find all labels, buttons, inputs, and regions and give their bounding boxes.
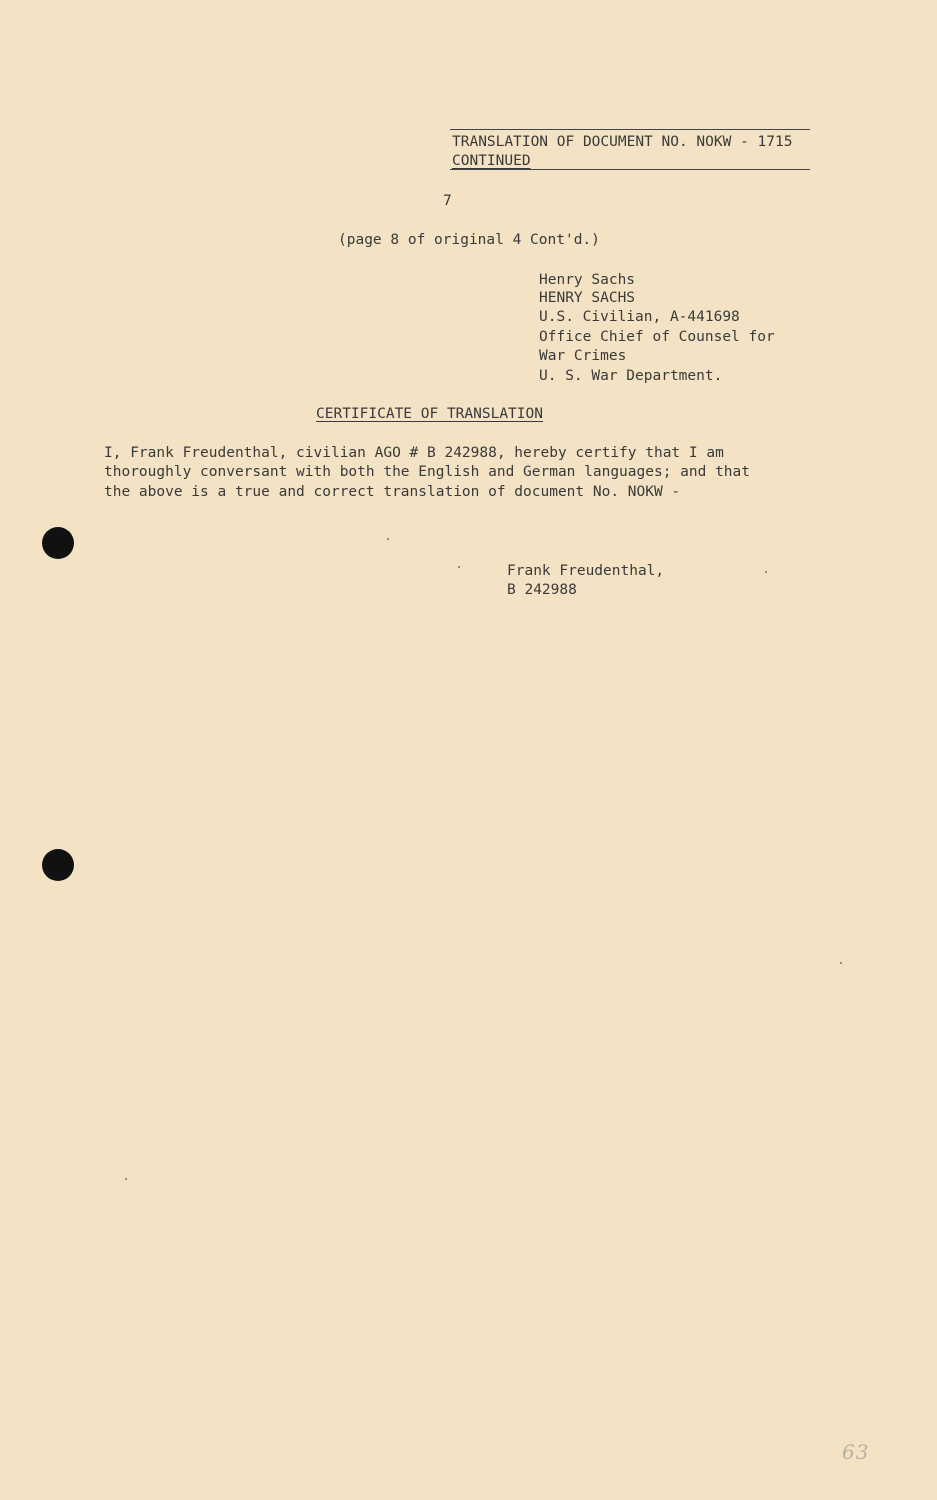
header-rule-top bbox=[450, 129, 810, 130]
certificate-title: CERTIFICATE OF TRANSLATION bbox=[316, 406, 543, 422]
translator-id: B 242988 bbox=[507, 582, 577, 598]
translator-name: Frank Freudenthal, bbox=[507, 563, 665, 579]
paper-speck bbox=[458, 566, 460, 568]
signature-line: HENRY SACHS bbox=[539, 290, 636, 306]
folio-mark: 63 bbox=[842, 1440, 870, 1464]
certificate-line: the above is a true and correct translation of document No. NOKW - bbox=[104, 484, 681, 500]
signature-line: War Crimes bbox=[539, 348, 627, 364]
signature-line: U.S. Civilian, A-441698 bbox=[539, 309, 740, 325]
signature-line: Henry Sachs bbox=[539, 272, 636, 288]
certificate-line: I, Frank Freudenthal, civilian AGO # B 242988, hereby certify that I am bbox=[104, 445, 724, 461]
paper-speck bbox=[387, 538, 389, 540]
header-rule-bottom bbox=[450, 169, 810, 170]
signature-line: Office Chief of Counsel for bbox=[539, 329, 775, 345]
signature-line: U. S. War Department. bbox=[539, 368, 723, 384]
header-title: TRANSLATION OF DOCUMENT NO. NOKW - 1715 bbox=[452, 134, 793, 150]
punch-hole-top bbox=[42, 527, 74, 559]
paper-speck bbox=[840, 962, 842, 964]
header-continued: CONTINUED bbox=[452, 153, 531, 169]
certificate-line: thoroughly conversant with both the English and German languages; and that bbox=[104, 464, 751, 480]
paper-speck bbox=[765, 571, 767, 573]
paper-speck bbox=[125, 1178, 127, 1180]
page-number: 7 bbox=[443, 193, 452, 209]
punch-hole-bottom bbox=[42, 849, 74, 881]
page-note: (page 8 of original 4 Cont'd.) bbox=[338, 232, 600, 248]
